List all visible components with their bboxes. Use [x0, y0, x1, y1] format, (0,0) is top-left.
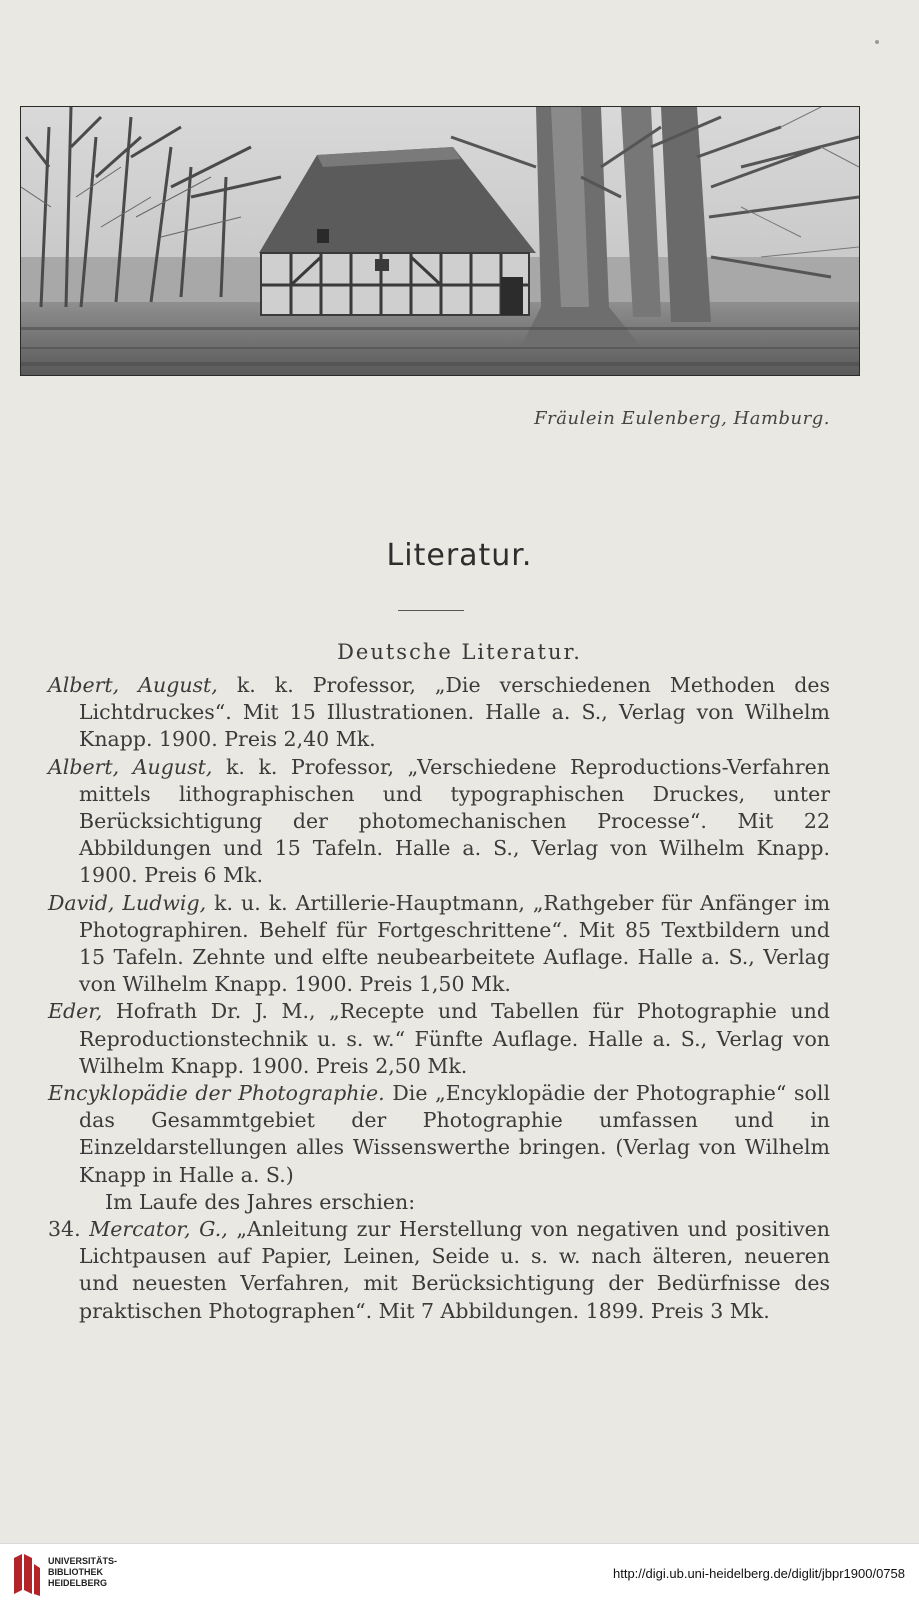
library-name: [48, 1556, 117, 1589]
bibliography-entry: [48, 754, 830, 890]
library-name-line: BIBLIOTHEK: [48, 1567, 103, 1577]
entry-text: k. k. Professor, „Die verschiedenen Methoden des Lichtdruckes“. Mit 15 Illustrationen. Halle a. S., Verlag von Wilhelm Knapp. 1900. Preis 2,40 Mk.: [79, 673, 831, 752]
bibliography-list: [48, 672, 830, 1325]
library-logo-icon[interactable]: [10, 1550, 42, 1604]
bibliography-entry: [48, 890, 830, 999]
entry-text: k. u. k. Artillerie-Hauptmann, „Rathgeber für Anfänger im Photographiren. Behelf für Fortgeschrittene“. Mit 85 Textbildern und 15 Tafeln. Zehnte und elfte neubearbeitete Auflage. Halle a. S., Verlag von Wilhelm Knapp. 1900. Preis 1,50 Mk.: [79, 890, 831, 997]
entry-author: Encyklopädie der Photographie.: [48, 1081, 385, 1106]
entry-number: 34.: [48, 1217, 81, 1242]
photograph-farmhouse: [20, 106, 860, 376]
bibliography-entry: [48, 998, 830, 1080]
paper-speck: [875, 40, 879, 44]
bibliography-entry: [48, 672, 830, 754]
entry-text: Die „Encyklopädie der Photographie“ soll das Gesammtgebiet der Photographie umfassen und in Einzeldarstellungen alles Wissenswerthe bringen. (Verlag von Wilhelm Knapp in Halle a. S.): [79, 1081, 830, 1187]
list-note: Im Laufe des Jahres erschien:: [105, 1189, 416, 1214]
library-name-line: HEIDELBERG: [48, 1578, 108, 1588]
document-url-link[interactable]: http://digi.ub.uni-heidelberg.de/diglit/jbpr1900/0758: [613, 1566, 905, 1581]
entry-author: Eder,: [48, 999, 103, 1024]
bibliography-entry-numbered: [48, 1216, 830, 1325]
entry-text: k. k. Professor, „Verschiedene Reproductions-Verfahren mittels lithographischen und typographischen Druckes, unter Berücksichtigung der photomechanischen Processe“. Mit 22 Abbildungen und 15 Tafeln. Halle a. S., Verlag von Wilhelm Knapp. 1900. Preis 6 Mk.: [79, 754, 830, 888]
subsection-heading: Deutsche Literatur.: [337, 640, 582, 664]
divider-rule: [398, 610, 464, 611]
entry-author: Mercator, G.,: [89, 1217, 228, 1242]
bibliography-entry: [48, 1080, 830, 1189]
library-name-line: UNIVERSITÄTS-: [48, 1556, 118, 1566]
entry-author: Albert, August,: [48, 673, 218, 697]
entry-text: „Anleitung zur Herstellung von negativen und positiven Lichtpausen auf Papier, Leinen, Seide u. s. w. nach älteren, neueren und neuesten Verfahren, mit Berücksichtigung der Bedürfnisse des praktischen Photographen“. Mit 7 Abbildungen. 1899. Preis 3 Mk.: [79, 1217, 830, 1323]
entry-author: Albert, August,: [48, 754, 213, 779]
entry-author: David, Ludwig,: [48, 890, 207, 915]
photo-caption: Fräulein Eulenberg, Hamburg.: [534, 408, 830, 429]
entry-text: Hofrath Dr. J. M., „Recepte und Tabellen für Photographie und Reproductionstechnik u. s. w.“ Fünfte Auflage. Halle a. S., Verlag von Wilhelm Knapp. 1900. Preis 2,50 Mk.: [79, 999, 830, 1078]
section-heading: Literatur.: [386, 538, 533, 573]
